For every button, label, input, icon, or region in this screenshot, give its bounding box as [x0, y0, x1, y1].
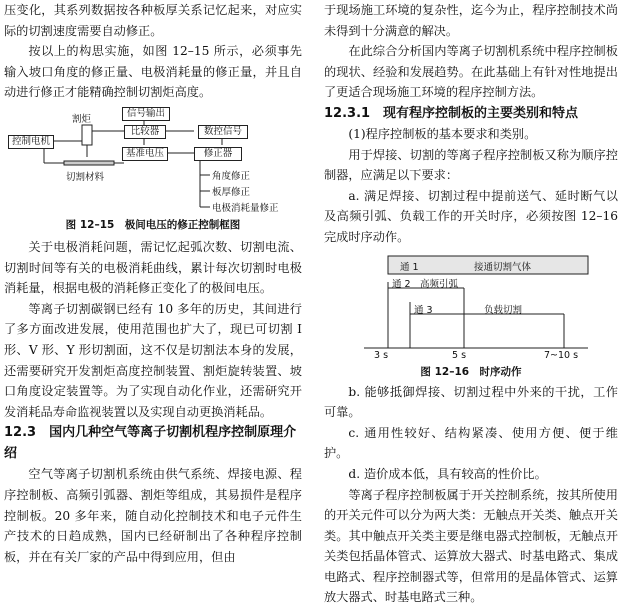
row1-text: 接通切割气体: [474, 259, 531, 273]
paragraph: 按以上的构思实施，如图 12–15 所示，必须事先输入坡口角度的修正量、电极消耗量的修正量，并且自动进行修正才能精确控制切割炬高度。: [4, 41, 302, 103]
tick-7-10s: 7~10 s: [544, 350, 578, 361]
section-heading: 12.3 国内几种空气等离子切割机程序控制原理介绍: [4, 422, 302, 464]
right-column: [324, 0, 618, 608]
thickness-fix-label: 板厚修正: [212, 184, 250, 198]
figure-12-16: [324, 252, 618, 362]
paragraph: 关于电极消耗问题，需记忆起弧次数、切割电流、切割时间等有关的电极消耗曲线，累计每次切割时电极消耗量，根据电极的消耗修正变化了的极间电压。: [4, 237, 302, 299]
corrector-box: 修正器: [194, 147, 242, 161]
paragraph: d. 造价成本低，具有较高的性价比。: [324, 464, 618, 485]
paragraph: 于现场施工环境的复杂性，迄今为止，程序控制技术尚未得到十分满意的解决。: [324, 0, 618, 41]
reference-voltage-box: 基准电压: [122, 147, 168, 161]
timing-diagram: [324, 252, 618, 362]
left-column: [4, 0, 302, 567]
signal-out-box: 信号输出: [122, 107, 170, 121]
row3-label: 通 3: [414, 302, 433, 316]
paragraph: 等离子切割碳钢已经有 10 多年的历史，其间进行了多方面改进发展，使用范围也扩大了，现已可切割 I 形、V 形、Y 形切割面，这不仅是切割法本身的发展，还需要研究开发割炬高度控制装置、割炬旋转装置、坡口角度设定装置等。为了实现自动化作业，还需研究开发消耗品寿命监视装置以及实现自动更换消耗品。: [4, 299, 302, 423]
figure-caption: 图 12–16 时序动作: [324, 364, 618, 380]
paragraph: (1)程序控制板的基本要求和类别。: [324, 124, 618, 145]
paragraph: c. 通用性较好、结构紧凑、使用方便、便于维护。: [324, 423, 618, 464]
paragraph: b. 能够抵御焊接、切割过程中外来的干扰，工作可靠。: [324, 382, 618, 423]
paragraph: 空气等离子切割机系统由供气系统、焊接电源、程序控制板、高频引弧器、割炬等组成，其易损件是程序控制板。20 多年来，随自动化控制技术和电子元件生产技术的日趋成熟，国内已经研制出了各种程序控制板，并在有关厂家的产品中得到应用，但由: [4, 464, 302, 567]
tick-3s: 3 s: [374, 350, 388, 361]
tick-5s: 5 s: [452, 350, 466, 361]
paragraph: 在此综合分析国内等离子切割机系统中程序控制板的现状、经验和发展趋势。在此基础上有针对性地提出了更适合现场施工环境的程序控制方法。: [324, 41, 618, 103]
paragraph: 用于焊接、切割的等离子程序控制板又称为顺序控制器，应满足以下要求：: [324, 145, 618, 186]
row2-text: 高频引弧: [420, 276, 458, 290]
control-motor-box: 控制电机: [8, 135, 54, 149]
paragraph: a. 满足焊接、切割过程中提前送气、延时断气以及高频引弧、负载工作的开关时序，必须按图 12–16 完成时序动作。: [324, 186, 618, 248]
subsection-heading: 12.3.1 现有程序控制板的主要类别和特点: [324, 103, 618, 124]
angle-fix-label: 角度修正: [212, 168, 250, 182]
paragraph: 压变化，其系列数据按各种板厚关系记忆起来，对应实际的切割速度需要自动修正。: [4, 0, 302, 41]
row3-text: 负载切割: [484, 302, 522, 316]
figure-12-15: [4, 105, 302, 215]
row1-label: 通 1: [400, 259, 419, 273]
cut-material-label: 切割材料: [66, 169, 104, 183]
digital-signal-box: 数控信号: [198, 125, 248, 139]
row2-label: 通 2: [392, 276, 411, 290]
electrode-fix-label: 电极消耗量修正: [212, 200, 279, 214]
figure-caption: 图 12–15 极间电压的修正控制框图: [4, 217, 302, 233]
paragraph: 等离子程序控制板属于开关控制系统，按其所使用的开关元件可以分为两大类：无触点开关类、触点开关类。其中触点开关类主要是继电器式控制板，无触点开关类包括晶体管式、运算放大器式、时基电路式、集成电路式、程序控制器式等，但常用的是晶体管式、运算放大器式、时基电路式三种。: [324, 485, 618, 608]
torch-label: 割炬: [72, 111, 91, 125]
comparator-box: 比较器: [124, 125, 166, 139]
